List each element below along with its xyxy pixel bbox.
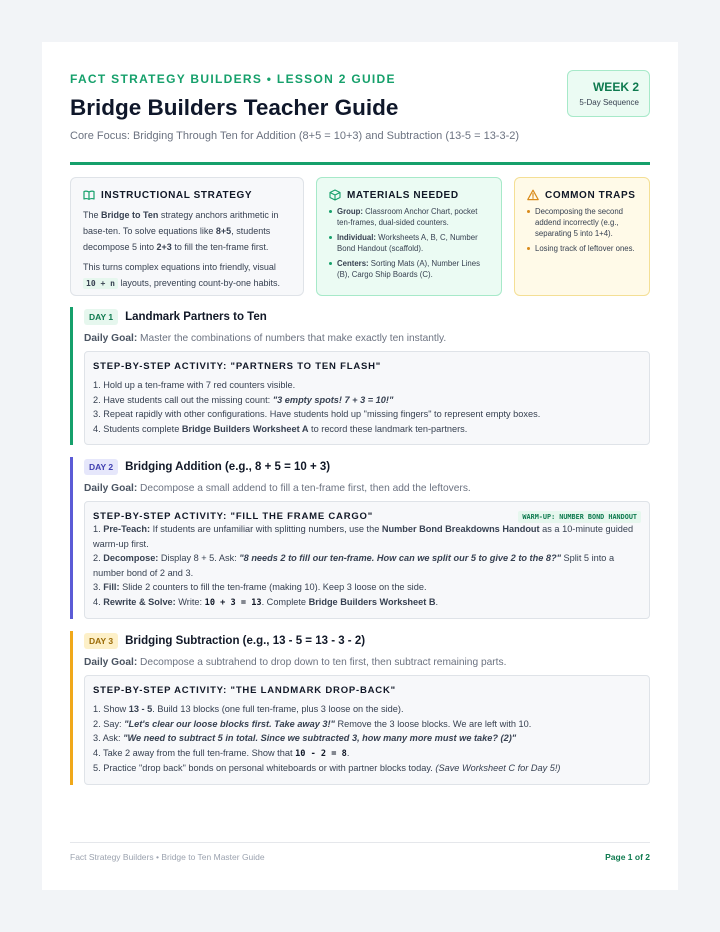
daily-goal	[84, 333, 650, 344]
text-span: Remove the 3 loose blocks. We are left with 10.	[334, 718, 532, 729]
activity-heading: STEP-BY-STEP ACTIVITY: "THE LANDMARK DROP-BACK"	[93, 685, 396, 696]
day-title: Bridging Subtraction (e.g., 13 - 5 = 13 - 3 - 2)	[125, 635, 366, 647]
text-span: Split 5 into a number bond of 2 and 3.	[93, 553, 615, 578]
text-span: This turns complex equations into friendly, visual	[83, 262, 276, 272]
day-3-accent-bar	[70, 631, 73, 785]
step-1	[93, 702, 641, 717]
step-number: 2.	[93, 553, 104, 563]
warm-up-tag: WARM-UP: NUMBER BOND HANDOUT	[518, 511, 641, 523]
goal-text: Decompose a small addend to fill a ten-frame first, then add the leftovers.	[137, 483, 471, 494]
handout-name: Number Bond Breakdowns Handout	[381, 524, 540, 534]
step-label: Rewrite & Solve:	[103, 596, 176, 607]
equation-code: 10 - 2 = 8	[295, 748, 347, 759]
worksheet-name: Bridge Builders Worksheet A	[181, 423, 309, 434]
day-title: Bridging Addition (e.g., 8 + 5 = 10 + 3)	[125, 461, 331, 473]
materials-card	[316, 177, 502, 296]
item-text: Worksheets A, B, C, Number Bond Handout (scaffold).	[337, 233, 478, 253]
equation: 13 - 5	[128, 704, 153, 714]
example-equation: 8+5	[215, 226, 232, 236]
day-badge: DAY 1	[84, 309, 118, 325]
day-badge: DAY 2	[84, 459, 118, 475]
day-2-section	[70, 457, 650, 619]
page-title: Bridge Builders Teacher Guide	[70, 95, 399, 120]
strategy-term: Bridge to Ten	[101, 210, 159, 220]
step-number: 1.	[93, 524, 104, 534]
book-icon	[83, 189, 95, 201]
text-span: The	[83, 210, 102, 220]
traps-heading	[527, 189, 637, 201]
text-span: as a 10-minute guided warm-up first.	[93, 524, 634, 549]
strategy-heading-text: INSTRUCTIONAL STRATEGY	[101, 189, 253, 201]
step-label: Pre-Teach:	[103, 524, 151, 534]
step-1: 1. Hold up a ten-frame with 7 red counters visible.	[93, 380, 296, 390]
step-3	[93, 731, 641, 746]
traps-card	[514, 177, 650, 296]
note: (Save Worksheet C for Day 5!)	[435, 763, 561, 773]
week-sub-label: 5-Day Sequence	[579, 98, 639, 107]
step-3: 3. Repeat rapidly with other configurations. Have students hold up "missing fingers" to represent empty boxes.	[93, 409, 541, 419]
traps-list	[527, 206, 637, 254]
materials-heading	[329, 189, 489, 201]
text-span: .	[346, 747, 350, 758]
list-item: Decomposing the second addend incorrectly (e.g., separating 5 into 1+4).	[527, 206, 637, 239]
item-text: Classroom Anchor Chart, pocket ten-frames, dual-sided counters.	[337, 207, 478, 227]
activity-heading: STEP-BY-STEP ACTIVITY: "FILL THE FRAME CARGO"	[93, 511, 374, 522]
equation-code: 10 + 3 = 13	[204, 597, 262, 608]
text-span: If students are unfamiliar with splitting numbers, use the	[150, 524, 382, 534]
decomposition: 2+3	[156, 242, 172, 252]
day-1-accent-bar	[70, 307, 73, 445]
step-4	[93, 422, 641, 437]
day-1-section	[70, 307, 650, 445]
page-header	[70, 72, 650, 142]
text-span: . Complete	[261, 596, 309, 607]
goal-label: Daily Goal:	[84, 657, 138, 668]
page-number: Page 1 of 2	[605, 852, 650, 862]
code-snippet: 10 + n	[83, 278, 118, 289]
item-label: Group:	[337, 207, 363, 216]
step-label: Fill:	[103, 582, 120, 592]
text-span: 1. Show	[93, 704, 129, 714]
eyebrow-label: FACT STRATEGY BUILDERS • LESSON 2 GUIDE	[70, 72, 396, 86]
item-label: Centers:	[337, 259, 369, 268]
item-text: Sorting Mats (A), Number Lines (B), Cargo Ship Boards (C).	[337, 259, 481, 279]
text-span: 2. Say:	[93, 718, 125, 729]
goal-label: Daily Goal:	[84, 333, 138, 344]
worksheet-name: Bridge Builders Worksheet B	[308, 596, 436, 607]
overview-cards	[70, 177, 650, 296]
page-subtitle: Core Focus: Bridging Through Ten for Addition (8+5 = 10+3) and Subtraction (13-5 = 13-3-2)	[70, 130, 520, 142]
guide-page	[42, 42, 678, 890]
text-span: , students decompose 5 into	[83, 226, 271, 252]
goal-label: Daily Goal:	[84, 483, 138, 494]
step-1	[93, 522, 641, 551]
day-1-header	[84, 307, 650, 325]
list-item	[329, 258, 489, 280]
daily-goal	[84, 483, 650, 494]
step-number: 3.	[93, 582, 104, 592]
list-item	[329, 232, 489, 254]
quote: "We need to subtract 5 in total. Since we subtracted 3, how many more must we take? (2)"	[123, 733, 517, 743]
strategy-paragraph-2	[83, 259, 291, 292]
strategy-heading	[83, 189, 291, 201]
page-footer	[70, 842, 650, 862]
text-span: 4. Take 2 away from the full ten-frame. Show that	[93, 747, 296, 758]
activity-heading: STEP-BY-STEP ACTIVITY: "PARTNERS TO TEN FLASH"	[93, 361, 382, 372]
daily-goal	[84, 657, 650, 668]
text-span: Slide 2 counters to fill the ten-frame (making 10). Keep 3 loose on the side.	[119, 582, 427, 592]
text-span: to record these landmark ten-partners.	[308, 423, 468, 434]
text-span: to fill the ten-frame first.	[171, 242, 269, 252]
warning-icon	[527, 189, 539, 201]
goal-text: Master the combinations of numbers that make exactly ten instantly.	[137, 333, 447, 344]
materials-heading-text: MATERIALS NEEDED	[347, 189, 459, 201]
step-2	[93, 551, 641, 580]
step-2	[93, 393, 641, 408]
step-4	[93, 595, 641, 611]
list-item	[329, 206, 489, 228]
box-icon	[329, 189, 341, 201]
step-4	[93, 746, 641, 762]
day-2-header	[84, 457, 650, 475]
step-5	[93, 761, 641, 776]
day-2-accent-bar	[70, 457, 73, 619]
step-2	[93, 717, 641, 732]
text-span: 3. Ask:	[93, 733, 124, 743]
text-span: . Build 13 blocks (one full ten-frame, plus 3 loose on the side).	[152, 704, 404, 714]
activity-box	[84, 351, 650, 445]
step-3	[93, 580, 641, 595]
day-3-header	[84, 631, 650, 649]
week-badge	[567, 70, 650, 117]
day-3-section	[70, 631, 650, 785]
traps-heading-text: COMMON TRAPS	[545, 189, 636, 201]
footer-title: Fact Strategy Builders • Bridge to Ten Master Guide	[70, 852, 265, 862]
strategy-paragraph-1	[83, 207, 291, 255]
text-span: Write:	[175, 596, 205, 607]
header-divider	[70, 162, 650, 165]
item-label: Individual:	[337, 233, 376, 242]
text-span: .	[435, 596, 439, 607]
list-item: Losing track of leftover ones.	[527, 243, 637, 254]
activity-box	[84, 675, 650, 785]
text-span: 5. Practice "drop back" bonds on personal whiteboards or with partner blocks today.	[93, 763, 436, 773]
goal-text: Decompose a subtrahend to drop down to ten first, then subtract remaining parts.	[137, 657, 507, 668]
text-span: Display 8 + 5. Ask:	[158, 553, 240, 563]
quote: "Let's clear our loose blocks first. Take away 3!"	[124, 718, 335, 729]
text-span: 2. Have students call out the missing count:	[93, 394, 273, 405]
text-span: layouts, preventing count-by-one habits.	[117, 278, 281, 288]
quote: "3 empty spots! 7 + 3 = 10!"	[272, 394, 394, 405]
day-title: Landmark Partners to Ten	[125, 311, 267, 323]
quote: "8 needs 2 to fill our ten-frame. How can we split our 5 to give 2 to the 8?"	[239, 553, 561, 563]
step-label: Decompose:	[103, 553, 159, 563]
step-number: 4.	[93, 596, 104, 607]
text-span: strategy anchors arithmetic in base-ten. To solve equations like	[83, 210, 279, 236]
text-span: 4. Students complete	[93, 423, 182, 434]
materials-list	[329, 206, 489, 280]
activity-box	[84, 501, 650, 619]
day-badge: DAY 3	[84, 633, 118, 649]
week-label: WEEK 2	[592, 80, 639, 94]
strategy-card	[70, 177, 304, 296]
